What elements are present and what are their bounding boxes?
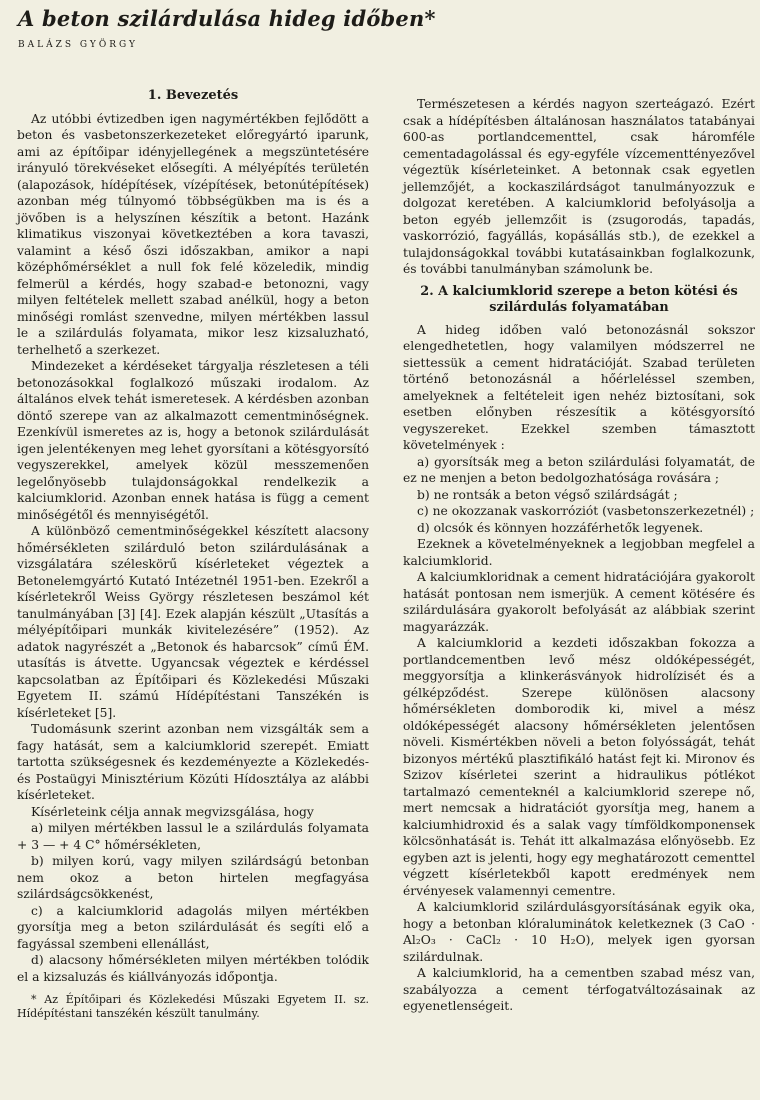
article-author: BALÁZS GYÖRGY: [18, 40, 138, 50]
list-item: b) ne rontsák a beton végső szilárdságát ;: [417, 487, 678, 502]
list-item: a) milyen mértékben lassul le a szilárdulás folyamata + 3 — + 4 C° hőmérsékleten,: [17, 821, 369, 852]
paragraph: A különböző cementminőségekkel készített alacsony hőmérsékleten szilárduló beton szilárdulásának a vizsgálatára széleskörű kísérleteket végeztek a Betonelemgyártó Kutató Intézetnél 1951-ben. Ezekről a kísérletekről Weiss György részletesen beszámol két tanulmányában [3] [4]. Ezek alapján készült „Utasítás a mélyépítőipari munkák kivitelezésére” (1952). Az adatok nagyrészét a „Betonok és habarcsok” című ÉM. utasítás is átvette. Ugyancsak végeztek e kérdéssel kapcsolatban az Építőipari és Közlekedési Műszaki Egyetem II. számú Hídépítéstani Tanszékén is kísérleteket [5].: [17, 524, 369, 720]
list-item: c) a kalciumklorid adagolás milyen mértékben gyorsítja meg a beton szilárdulását és segíti elő a fagyással szembeni ellenállást,: [17, 903, 369, 951]
section-heading-calcium-chloride: 2. A kalciumklorid szerepe a beton kötési és szilárdulás folyamatában: [420, 283, 738, 315]
paragraph: Az utóbbi évtizedben igen nagymértékben fejlődött a beton és vasbetonszerkezeteket előregyártó iparunk, ami az építőipar idényjellegének a megszüntetésére irányuló törekvéseket elősegíti. A mélyépítés területén (alapozások, hídépítések, vízépítések, betonútépítések) azonban még túlnyomó többségükben ma is és a jövőben is a helyszínen készítik a betont. Hazánk klimatikus viszonyai következtében a kora tavaszi, valamint a késő őszi időszakban, amikor a napi középhőmérséklet a null fok felé közeledik, mindig felmerül a kérdés, hogy szabad-e betonozni, vagy milyen feltételek mellett szabad anélkül, hogy a beton minőségi romlást szenvedne, milyen mértékben lassul le a szilárdulás folyamata, mikor lesz kizsaluzható, terhelhető a szerkezet.: [17, 111, 369, 357]
list-item: a) gyorsítsák meg a beton szilárdulási folyamatát, de ez ne menjen a beton bedolgozhatósága rovására ;: [403, 454, 755, 485]
list-item: d) olcsók és könnyen hozzáférhetők legyenek.: [417, 520, 704, 535]
paragraph: Ezeknek a követelményeknek a legjobban megfelel a kalciumklorid.: [403, 537, 755, 568]
list-item: b) milyen korú, vagy milyen szilárdságú betonban nem okoz a beton hirtelen megfagyása szilárdságcsökkenést,: [17, 854, 369, 901]
section-heading-introduction: 1. Bevezetés: [147, 88, 239, 103]
list-item: d) alacsony hőmérsékleten milyen mértékben tolódik el a kizsaluzás és kiállványozás időpontja.: [17, 953, 369, 984]
paragraph: A kalciumkloridnak a cement hidratációjára gyakorolt hatását pontosan nem ismerjük. A cement kötésére és szilárdulására gyakorolt befolyását az alábbiak szerint magyarázzák.: [403, 570, 755, 634]
paragraph: Kísérleteink célja annak megvizsgálása, hogy: [31, 804, 314, 819]
paragraph: A kalciumklorid szilárdulásgyorsításának egyik oka, hogy a betonban klóraluminátok keletkeznek (3 CaO · Al₂O₃ · CaCl₂ · 10 H₂O), melyek igen gyorsan szilárdulnak.: [403, 900, 755, 964]
paragraph: Tudomásunk szerint azonban nem vizsgálták sem a fagy hatását, sem a kalciumklorid szerepét. Emiatt tartotta szükségesnek és kezdeményezte a Közlekedés- és Postaügyi Minisztérium Közúti Hídosztálya az alábbi kísérleteket.: [17, 722, 369, 802]
list-item: c) ne okozzanak vaskorróziót (vasbetonszerkezetnél) ;: [417, 504, 755, 518]
paragraph: Mindezeket a kérdéseket tárgyalja részletesen a téli betonozásokkal foglalkozó műszaki irodalom. Az általános elvek tehát ismeretesek. A kérdésben azonban döntő szerepe van az alkalmazott cementminőségnek. Ezenkívül ismeretes az is, hogy a betonok szilárdulását igen jelentékenyen meg lehet gyorsítani a kötésgyorsító vegyszerekkel, amelyek közül messzemenően legelőnyösebb tulajdonságokkal rendelkezik a kalciumklorid. Azonban ennek hatása is függ a cement minőségétől és mennyiségétől.: [17, 359, 369, 522]
article-title: A beton szilárdulása hideg időben*: [18, 6, 436, 31]
left-column: [17, 88, 369, 1020]
right-column: [403, 96, 755, 1015]
paragraph: Természetesen a kérdés nagyon szerteágazó. Ezért csak a hídépítésben általánosan használatos tatabányai 600-as portlandcementtel, csak háromféle cementadagolással és egy-egyféle vízcementtényezővel végeztük kísérleteinket. A betonnak csak egyetlen jellemzőjét, a kockaszilárdságot tanulmányozzuk e dolgozat keretében. A kalciumklorid befolyásolja a beton egyéb jellemzőit is (zsugorodás, tapadás, vaskorrózió, fagyállás, kopásállás stb.), de ezekkel a tulajdonságokkal további kutatásainkban foglalkozunk, és további tanulmányban számolunk be.: [403, 97, 755, 276]
paragraph: A hideg időben való betonozásnál sokszor elengedhetetlen, hogy valamilyen módszerrel ne siettessük a cement hidratációját. Szabad területen történő betonozásnál a hőérleléssel szemben, amelyeknek a feltételeit igen nehéz biztosítani, sok esetben előnyben részesítik a kötésgyorsító vegyszereket. Ezekkel szemben támasztott követelmények :: [403, 322, 755, 452]
paragraph: A kalciumklorid a kezdeti időszakban fokozza a portlandcementben levő mész oldóképességét, meggyorsítja a klinkerásványok hidrolízisét és a gélképződést. Szerepe különösen alacsony hőmérsékleten domborodik ki, mivel a mész oldóképességét alacsony hőmérsékleten jelentősen növeli. Kismértékben növeli a beton folyósságát, tehát bizonyos mértékű plasztifikáló hatást fejt ki. Mironov és Szizov kísérletei szerint a hidraulikus pótlékot tartalmazó cementeknél a kalciumklorid szerepe nő, mert nemcsak a hidratációt gyorsítja meg, hanem a kalciumhidroxid és a salak vagy tímföldkomponensek kölcsönhatását is. Tehát itt alkalmazása előnyösebb. Ez egyben azt is jelenti, hogy egy meghatározott cementtel végzett kísérletekből kapott eredmények nem érvényesek valamennyi cementre.: [403, 636, 755, 898]
paragraph: A kalciumklorid, ha a cementben szabad mész van, szabályozza a cement térfogatváltozásainak az egyenetlenségeit.: [403, 966, 755, 1013]
footnote: * Az Építőipari és Közlekedési Műszaki Egyetem II. sz. Hídépítéstani tanszékén készült tanulmány.: [17, 993, 369, 1020]
